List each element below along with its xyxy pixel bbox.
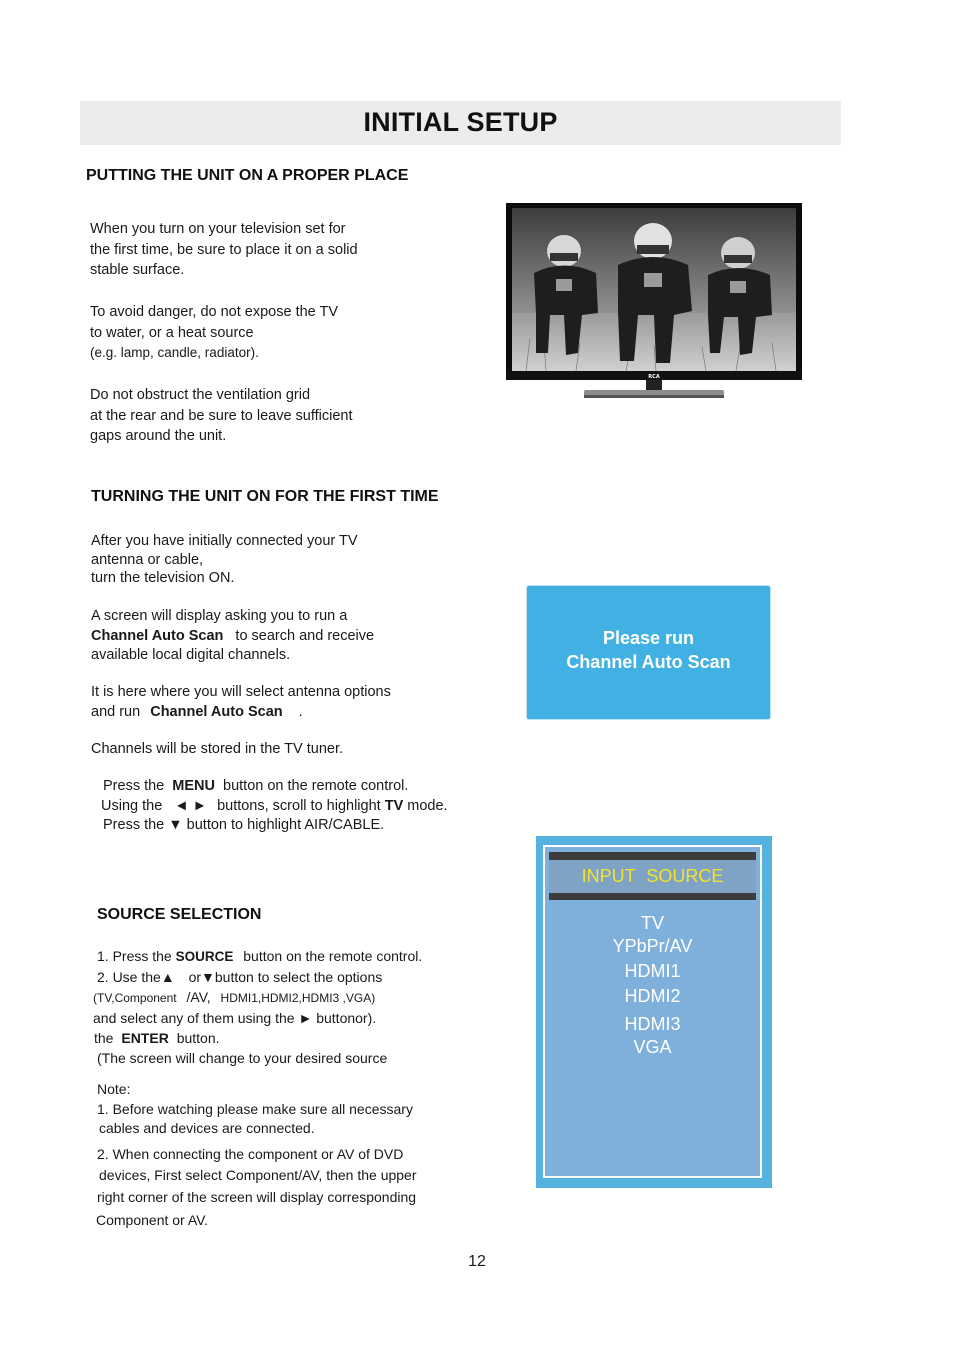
note-item-2 [97, 1144, 417, 1232]
down-arrow-icon: ▼ [201, 969, 215, 985]
text-line: cables and devices are connected. [99, 1120, 315, 1136]
text-line: available local digital channels. [91, 647, 291, 663]
bold-term: TV [384, 797, 404, 814]
text-span: or [188, 969, 202, 985]
text-line: gaps around the unit. [90, 428, 227, 444]
source-item-hdmi1[interactable]: HDMI1 [624, 961, 681, 981]
text-span: mode. [407, 797, 448, 814]
bold-term: Channel Auto Scan [91, 627, 224, 644]
text-span: buttons, scroll to highlight [217, 797, 381, 814]
section-heading-first-time: TURNING THE UNIT ON FOR THE FIRST TIME [91, 488, 439, 505]
text-span: . [298, 703, 303, 720]
text-line: A screen will display asking you to run a [91, 608, 348, 624]
text-line [97, 946, 422, 967]
text-line: stable surface. [90, 262, 185, 278]
first-time-paragraph-4: Channels will be stored in the TV tuner. [91, 741, 344, 757]
first-time-paragraph-1 [91, 532, 358, 588]
input-source-menu [536, 836, 772, 1188]
text-span: and select any of them using the [93, 1010, 295, 1026]
text-line: the first time, be sure to place it on a solid [90, 241, 358, 258]
placement-paragraph-1 [90, 219, 358, 281]
input-source-title: INPUT SOURCE [581, 866, 724, 886]
text-span: and run [91, 703, 141, 720]
text-line [101, 816, 448, 836]
text-span: Press the [103, 817, 165, 833]
tv-illustration [506, 203, 802, 401]
text-span: button on the remote control. [243, 948, 423, 964]
text-span: Using the [101, 797, 163, 814]
text-line [93, 987, 422, 1008]
source-note [97, 1080, 417, 1232]
up-arrow-icon: ▲ [160, 969, 175, 985]
text-line [91, 703, 391, 723]
placement-paragraph-3 [90, 385, 353, 447]
auto-scan-dialog [526, 585, 771, 720]
text-line [97, 967, 422, 987]
source-steps [93, 946, 423, 1068]
title-bar [80, 101, 841, 145]
text-span: button to select the options [214, 969, 383, 985]
text-span: Press the [103, 778, 165, 794]
bold-term: Channel Auto Scan [150, 703, 283, 720]
note-label: Note: [97, 1081, 131, 1097]
text-line [93, 1008, 422, 1028]
section-heading-source: SOURCE SELECTION [97, 906, 262, 923]
input-source-header [549, 852, 756, 900]
bold-term: SOURCE [175, 949, 234, 964]
menu-steps [101, 777, 448, 836]
text-line: at the rear and be sure to leave sufficient [90, 407, 353, 424]
bold-term: ENTER [121, 1030, 169, 1046]
text-line: To avoid danger, do not expose the TV [90, 304, 339, 320]
source-item-tv[interactable]: TV [640, 913, 664, 933]
placement-paragraph-2 [90, 302, 338, 364]
left-right-arrow-icon: ◄ ► [174, 797, 208, 814]
source-item-ypbpr-av[interactable]: YPbPr/AV [612, 936, 693, 956]
text-line: Please run [602, 628, 695, 648]
text-line: devices, First select Component/AV, then the upper [99, 1167, 417, 1183]
section-heading-placement: PUTTING THE UNIT ON A PROPER PLACE [86, 167, 409, 184]
text-line: It is here where you will select antenna options [91, 684, 391, 700]
page-number: 12 [468, 1253, 486, 1270]
bold-term: MENU [172, 778, 215, 794]
text-line: 1. Before watching please make sure all necessary [97, 1100, 413, 1117]
first-time-paragraph-3 [91, 683, 391, 722]
text-span: 2. Use the [97, 969, 161, 985]
text-span: to search and receive [235, 627, 375, 644]
text-span: (TV,Component [93, 991, 177, 1005]
text-line: to water, or a heat source [90, 324, 254, 341]
source-item-hdmi3[interactable]: HDMI3 [624, 1014, 681, 1034]
text-span: 1. Press the [97, 948, 172, 964]
text-line: Do not obstruct the ventilation grid [90, 387, 311, 403]
text-line: When you turn on your television set for [90, 221, 346, 237]
text-span: buttonor). [316, 1010, 377, 1026]
text-line: turn the television ON. [91, 570, 235, 586]
text-line: antenna or cable, [91, 551, 204, 568]
text-span: button to highlight AIR/CABLE. [186, 817, 385, 833]
source-item-hdmi2[interactable]: HDMI2 [624, 986, 681, 1006]
text-span: button. [176, 1030, 220, 1046]
right-arrow-icon: ► [298, 1010, 313, 1026]
text-line: Component or AV. [96, 1212, 209, 1228]
input-source-panel [543, 845, 762, 1178]
text-line: right corner of the screen will display corresponding [97, 1188, 417, 1205]
text-line [94, 1028, 422, 1048]
first-time-paragraph-2 [91, 607, 374, 666]
text-line: (The screen will change to your desired source [97, 1050, 388, 1066]
text-line [101, 777, 448, 797]
auto-scan-message [527, 626, 770, 674]
text-span: HDMI1,HDMI2,HDMI3 ,VGA) [220, 991, 376, 1005]
text-span: /AV, [186, 989, 211, 1005]
text-line [91, 627, 374, 647]
text-line [101, 797, 448, 817]
text-line: Channel Auto Scan [566, 652, 731, 672]
tv-logo: RCA [648, 374, 660, 380]
text-line: (e.g. lamp, candle, radiator). [90, 345, 259, 360]
page-title: INITIAL SETUP [363, 107, 558, 137]
down-arrow-icon: ▼ [168, 817, 183, 833]
source-item-vga[interactable]: VGA [633, 1037, 672, 1057]
text-span: the [94, 1030, 114, 1046]
tv-image [506, 203, 802, 401]
text-span: button on the remote control. [223, 778, 409, 794]
text-line: After you have initially connected your TV [91, 533, 358, 549]
text-line: 2. When connecting the component or AV of DVD [97, 1145, 404, 1162]
